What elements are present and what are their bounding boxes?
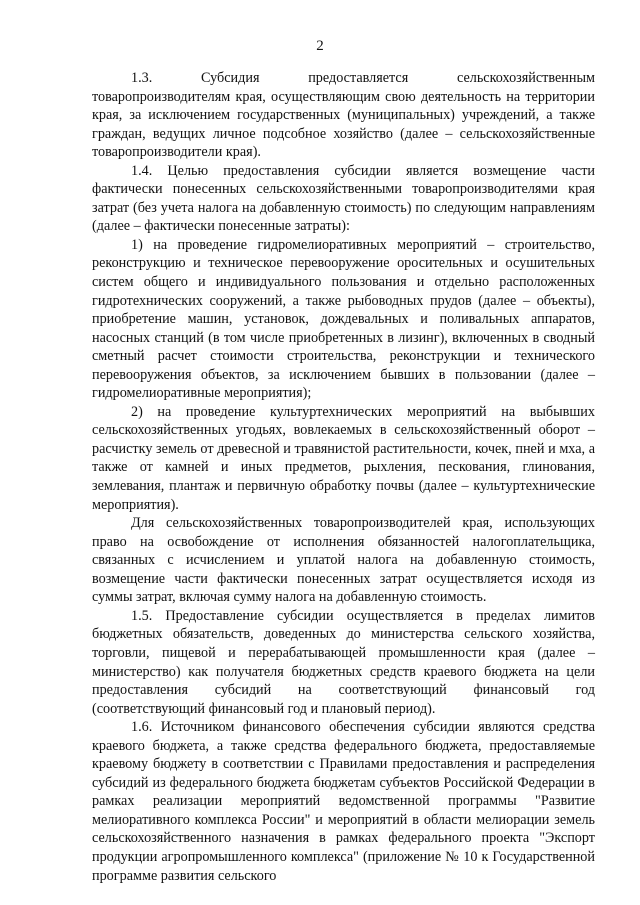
paragraph-1-5: 1.5. Предоставление субсидии осуществляется в пределах лимитов бюджетных обязательств, доведенных до министерства сельского хозяйства, торговли, пищевой и перерабатывающей промышленности края (далее – министерство) как получателя бюджетных средств краевого бюджета на цели предоставления субсидий на соответствующий финансовый год (соответствующий финансовый год и плановый период). [92,607,595,717]
paragraph-1-4-item-2: 2) на проведение культуртехнических мероприятий на выбывших сельскохозяйственных угодьях, вовлекаемых в сельскохозяйственный оборот – расчистку земель от древесной и травянистой растительности, кочек, пней и мха, а также от камней и иных предметов, рыхления, пескования, глинования, землевания, плантаж и первичную обработку почвы (далее – культуртехнические мероприятия). [92,403,595,513]
paragraph-1-6: 1.6. Источником финансового обеспечения субсидии являются средства краевого бюджета, а также средства федерального бюджета, предоставляемые краевому бюджету в соответствии с Правилами предоставления и распределения субсидий из федерального бюджета бюджетам субъектов Российской Федерации в рамках реализации мероприятий ведомственной программы "Развитие мелиоративного комплекса России" и мероприятий в области мелиорации земель сельскохозяйственного назначения в рамках федерального проекта "Экспорт продукции агропромышленного комплекса" (приложение № 10 к Государственной программе развития сельского [92,719,595,884]
paragraph-vat-note: Для сельскохозяйственных товаропроизводителей края, использующих право на освобождение от исполнения обязанностей налогоплательщика, связанных с исчислением и уплатой налога на добавленную стоимость, возмещение части фактически понесенных затрат осуществляется исходя из суммы затрат, включая сумму налога на добавленную стоимость. [92,515,595,606]
page-number: 2 [316,38,324,54]
document-body [92,69,595,885]
paragraph-1-4-item-1: 1) на проведение гидромелиоративных мероприятий – строительство, реконструкцию и техническое перевооружение оросительных и осушительных систем общего и индивидуального пользования и отдельно расположенных гидротехнических сооружений, а также рыбоводных прудов (далее – объекты), приобретение машин, установок, дождевальных и поливальных аппаратов, насосных станций (в том числе приобретенных в лизинг), включенных в сводный сметный расчет стоимости строительства, реконструкции и технического перевооружения объектов, за исключением бывших в пользовании (далее – гидромелиоративные мероприятия); [92,236,595,402]
paragraph-1-3: 1.3. Субсидия предоставляется сельскохозяйственным товаропроизводителям края, осуществляющим свою деятельность на территории края, за исключением государственных (муниципальных) учреждений, а также граждан, ведущих личное подсобное хозяйство (далее – сельскохозяйственные товаропроизводители края). [92,70,595,161]
paragraph-1-4: 1.4. Целью предоставления субсидии является возмещение части фактически понесенных сельскохозяйственными товаропроизводителями края затрат (без учета налога на добавленную стоимость) по следующим направлениям (далее – фактически понесенные затраты): [92,162,595,235]
